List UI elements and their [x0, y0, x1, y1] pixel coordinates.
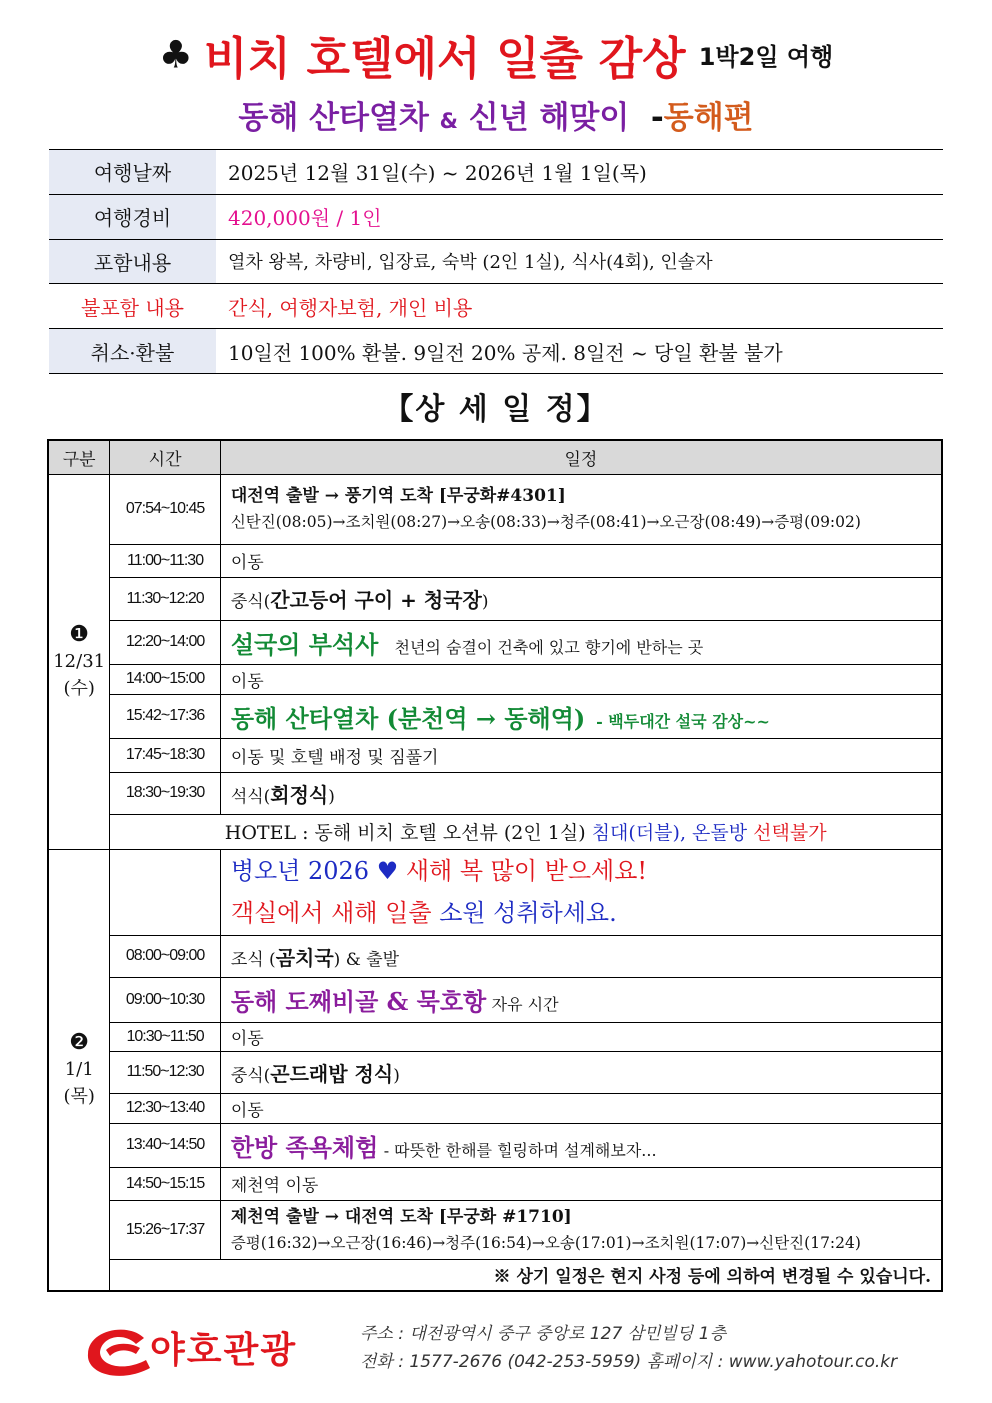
col-time: 시간: [110, 440, 220, 474]
section-title: 【상 세 일 정】: [383, 392, 609, 427]
info-row-date: [49, 150, 943, 195]
itinerary-cell: 이동 및 호텔 배정 및 짐풀기: [220, 738, 942, 772]
hotel-main: HOTEL : 동해 비치 호텔 오션뷰 (2인 1실): [224, 822, 586, 844]
itinerary-cell: [220, 1200, 942, 1259]
table-row: [48, 1022, 942, 1051]
time-cell: 11:50~12:30: [110, 1051, 220, 1093]
club-icon: ♣: [158, 32, 193, 77]
table-row: [48, 1200, 942, 1259]
meal-suffix: ): [393, 1065, 400, 1086]
highlight-place: 설국의 부석사: [230, 629, 379, 659]
col-division: 구분: [48, 440, 110, 474]
time-cell: 18:30~19:30: [110, 772, 220, 814]
highlight-place: 동해 도째비골 & 묵호항: [230, 987, 487, 1016]
day1-num: ❶: [69, 622, 90, 647]
itinerary-cell: 이동: [220, 1022, 942, 1051]
table-row: [48, 1123, 942, 1167]
highlight-train: 동해 산타열차 (분천역 → 동해역): [230, 703, 586, 733]
itinerary-cell: [220, 772, 942, 814]
day1-cell: [48, 474, 110, 849]
excluded-label: 불포함 내용: [49, 284, 216, 329]
day2-cell: [48, 849, 110, 1291]
time-cell: 15:26~17:37: [110, 1200, 220, 1259]
company-name: 야호관광: [150, 1330, 298, 1371]
info-row-excluded: [49, 284, 943, 329]
meal-prefix: 중식(: [230, 1065, 271, 1086]
itinerary-cell: [220, 1051, 942, 1093]
itinerary-cell: 이동: [220, 1093, 942, 1123]
col-itinerary: 일정: [220, 440, 942, 474]
day2-date: 1/1: [64, 1059, 94, 1081]
day1-weekday: (수): [63, 678, 95, 699]
meal-suffix: ): [481, 592, 489, 612]
meal-suffix: ) & 출발: [333, 949, 400, 970]
meal-prefix: 조식 (: [230, 949, 276, 970]
highlight-activity: 한방 족욕체험: [230, 1132, 379, 1162]
cost-label: 여행경비: [49, 194, 216, 239]
subtitle-part1: 동해 산타열차: [238, 100, 429, 136]
greeting-wish: 새해 복 많이 받으세요!: [405, 857, 648, 885]
itinerary-sub: 증평(16:32)→오근장(16:46)→청주(16:54)→오송(17:01)→조치원(17:07)→신탄진(17:24): [230, 1233, 861, 1252]
newyear-greeting: [220, 849, 942, 935]
hotel-room-type: 침대(더블), 온돌방: [591, 822, 748, 844]
page-title: 비치 호텔에서 일출 감상: [203, 32, 686, 85]
table-row: [48, 738, 942, 772]
subtitle-amp: &: [439, 109, 458, 133]
activity-desc: - 따뜻한 한해를 힐링하며 설계해보자...: [383, 1140, 657, 1160]
greeting-line2: [231, 892, 941, 934]
table-row: [48, 977, 942, 1022]
included-label: 포함내용: [49, 239, 216, 284]
company-address: 주소 : 대전광역시 중구 중앙로 127 삼민빌딩 1층: [360, 1324, 726, 1344]
refund-label: 취소·환불: [49, 329, 216, 374]
subtitle-dash: -: [650, 100, 664, 136]
itinerary-cell: [220, 474, 942, 544]
time-cell: 08:00~09:00: [110, 935, 220, 977]
itinerary-cell: [220, 1123, 942, 1167]
time-cell: 09:00~10:30: [110, 977, 220, 1022]
subtitle-region: 동해편: [663, 100, 754, 136]
greeting-year: 병오년 2026: [230, 857, 370, 885]
table-row: [48, 772, 942, 814]
schedule-note: ※ 상기 일정은 현지 사정 등에 의하여 변경될 수 있습니다.: [110, 1259, 942, 1291]
schedule-table: [47, 439, 943, 1292]
company-contact: 전화 : 1577-2676 (042-253-5959) 홈페이지 : www.yahotour.co.kr: [360, 1352, 898, 1372]
info-table: [49, 149, 943, 374]
excluded-value: 간식, 여행자보험, 개인 비용: [216, 284, 943, 329]
time-cell: 13:40~14:50: [110, 1123, 220, 1167]
itinerary-cell: [220, 977, 942, 1022]
included-value: 열차 왕복, 차량비, 입장료, 숙박 (2인 1실), 식사(4회), 인솔자: [216, 239, 943, 284]
title-suffix: 1박2일 여행: [698, 43, 834, 71]
itinerary-cell: 이동: [220, 664, 942, 694]
time-cell-empty: [110, 849, 220, 935]
table-row: [48, 935, 942, 977]
schedule-header-row: [48, 440, 942, 474]
greeting-sunrise: 객실에서 새해 일출: [230, 899, 432, 927]
meal-name: 곤드래밥 정식: [270, 1061, 394, 1086]
time-cell: 14:50~15:15: [110, 1167, 220, 1200]
itinerary-cell: [220, 935, 942, 977]
refund-value: 10일전 100% 환불. 9일전 20% 공제. 8일전 ~ 당일 환불 불가: [216, 329, 943, 374]
time-cell: 11:30~12:20: [110, 577, 220, 620]
place-desc: 자유 시간: [491, 995, 559, 1014]
table-row: [48, 1093, 942, 1123]
date-value: 2025년 12월 31일(수) ~ 2026년 1월 1일(목): [216, 150, 943, 195]
meal-name: 곰치국: [275, 945, 334, 970]
itinerary-sub: 신탄진(08:05)→조치원(08:27)→오송(08:33)→청주(08:41)→오근장(08:49)→증평(09:02): [230, 513, 861, 531]
itinerary-cell: [220, 694, 942, 738]
table-row: [48, 474, 942, 544]
heart-icon: ♥: [376, 857, 399, 885]
time-cell: 07:54~10:45: [110, 474, 220, 544]
itinerary-main: 대전역 출발 → 풍기역 도착 [무궁화#4301]: [230, 486, 566, 506]
table-row: [48, 1259, 942, 1291]
hotel-note: 선택불가: [753, 822, 827, 844]
itinerary-cell: [220, 577, 942, 620]
time-cell: 15:42~17:36: [110, 694, 220, 738]
time-cell: 14:00~15:00: [110, 664, 220, 694]
time-cell: 17:45~18:30: [110, 738, 220, 772]
meal-prefix: 중식(: [230, 592, 271, 612]
table-row: [48, 544, 942, 577]
hotel-cell: [110, 814, 942, 849]
meal-prefix: 석식(: [230, 786, 271, 807]
subtitle: [0, 92, 992, 137]
time-cell: 10:30~11:50: [110, 1022, 220, 1051]
info-row-included: [49, 239, 943, 284]
time-cell: 12:30~13:40: [110, 1093, 220, 1123]
table-row: [48, 620, 942, 664]
place-desc: 천년의 숨결이 건축에 있고 향기에 반하는 곳: [394, 637, 704, 657]
meal-suffix: ): [328, 786, 335, 807]
company-info: [360, 1320, 897, 1376]
cost-value: 420,000원 / 1인: [216, 194, 943, 239]
day1-date: 12/31: [53, 651, 106, 672]
meal-name: 회정식: [270, 782, 329, 807]
itinerary-cell: 제천역 이동: [220, 1167, 942, 1200]
itinerary-cell: [220, 620, 942, 664]
meal-name: 간고등어 구이 + 청국장: [270, 588, 482, 612]
subtitle-part2: 신년 해맞이: [468, 100, 630, 136]
table-row: [48, 664, 942, 694]
info-row-cost: [49, 194, 943, 239]
time-cell: 12:20~14:00: [110, 620, 220, 664]
greeting-wish2: 소원 성취하세요.: [439, 899, 617, 927]
itinerary-cell: 이동: [220, 544, 942, 577]
time-cell: 11:00~11:30: [110, 544, 220, 577]
train-desc: - 백두대간 설국 감상~~: [596, 711, 770, 731]
table-row: [48, 694, 942, 738]
table-row: [48, 814, 942, 849]
footer: [0, 1310, 992, 1390]
title-row: [0, 22, 992, 87]
date-label: 여행날짜: [49, 150, 216, 195]
table-row: [48, 849, 942, 935]
itinerary-main: 제천역 출발 → 대전역 도착 [무궁화 #1710]: [230, 1206, 572, 1227]
day2-weekday: (목): [63, 1086, 95, 1108]
info-row-refund: [49, 329, 943, 374]
table-row: [48, 577, 942, 620]
table-row: [48, 1051, 942, 1093]
day2-num: ❷: [69, 1030, 90, 1056]
greeting-line1: [231, 850, 941, 892]
table-row: [48, 1167, 942, 1200]
